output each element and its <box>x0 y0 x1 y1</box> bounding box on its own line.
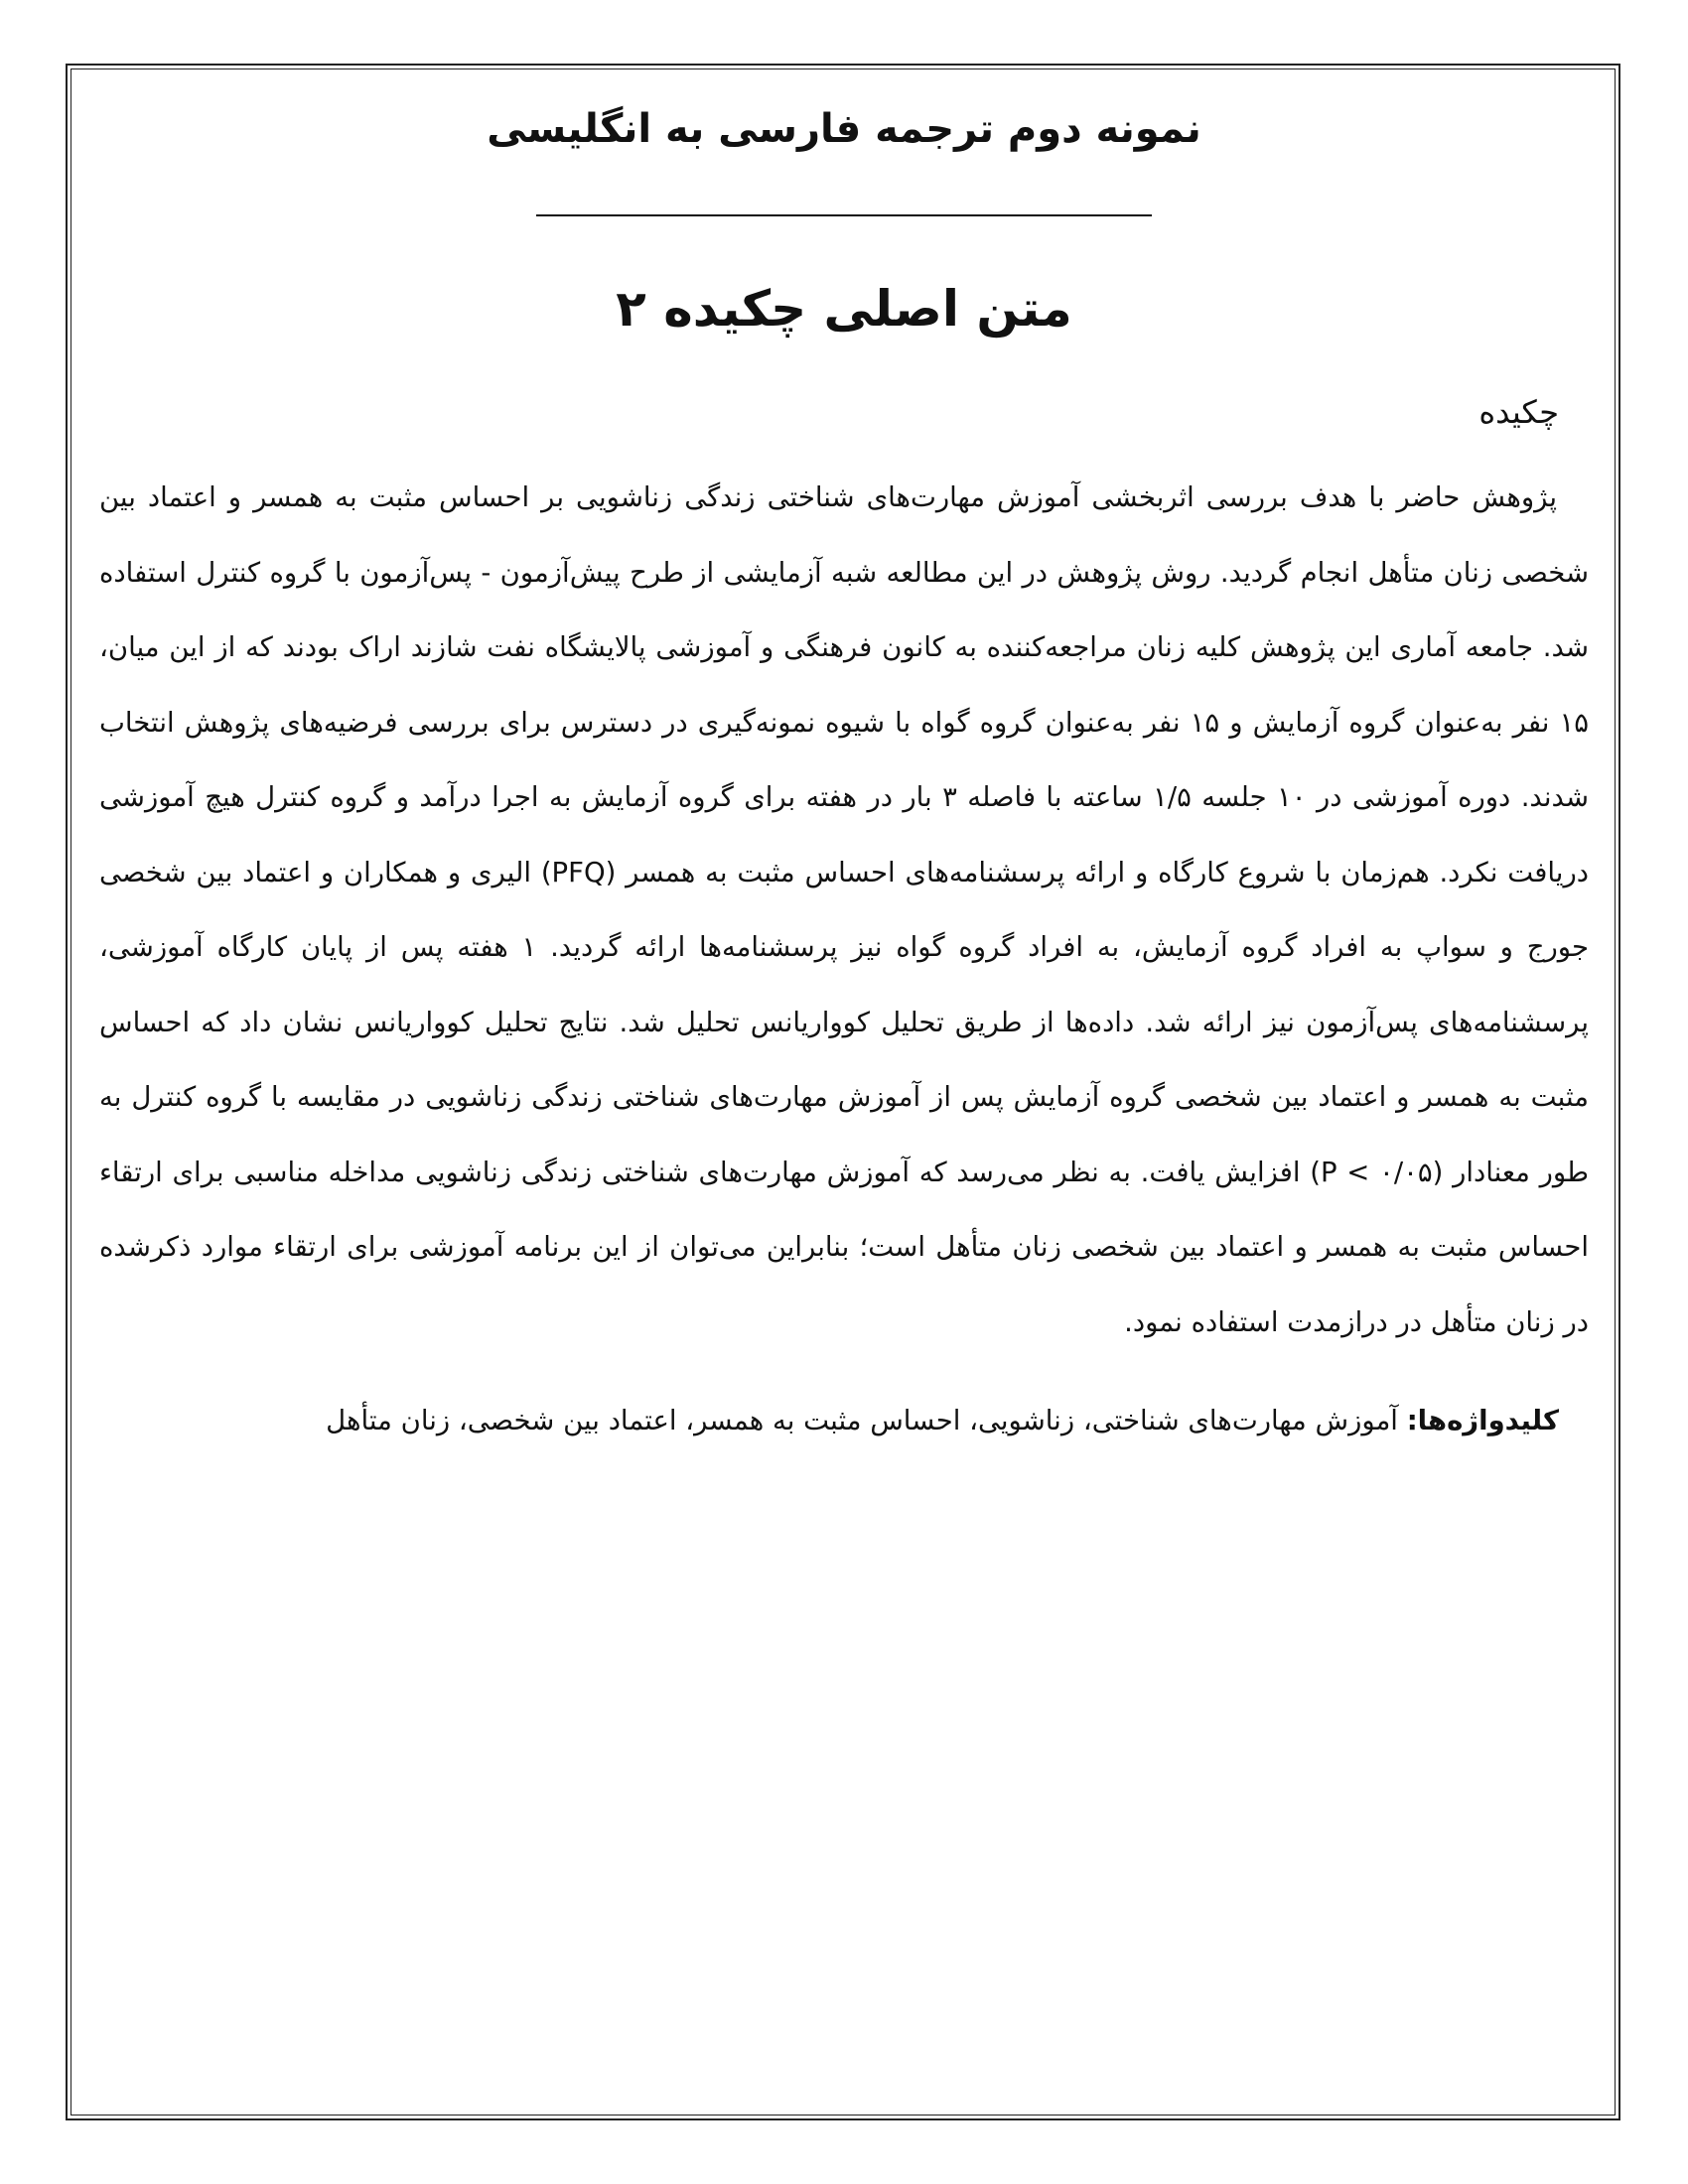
keywords-text: آموزش مهارت‌های شناختی، زناشویی، احساس مثبت به همسر، اعتماد بین شخصی، زنان متأهل <box>326 1405 1407 1436</box>
abstract-paragraph: پژوهش حاضر با هدف بررسی اثربخشی آموزش مهارت‌های شناختی زندگی زناشویی بر احساس مثبت به همسر و اعتماد بین شخصی زنان متأهل انجام گردید. روش پژوهش در این مطالعه شبه آزمایشی از طرح پیش‌آزمون - پس‌آزمون با گروه کنترل استفاده شد. جامعه آماری این پژوهش کلیه زنان مراجعه‌کننده به کانون فرهنگی و آموزشی پالایشگاه نفت شازند اراک بودند که از این میان، ۱۵ نفر به‌عنوان گروه آزمایش و ۱۵ نفر به‌عنوان گروه گواه با شیوه نمونه‌گیری در دسترس برای بررسی فرضیه‌های پژوهش انتخاب شدند. دوره آموزشی در ۱۰ جلسه ۱/۵ ساعته با فاصله ۳ بار در هفته برای گروه آزمایش به اجرا درآمد و گروه کنترل هیچ آموزشی دریافت نکرد. هم‌زمان با شروع کارگاه و ارائه پرسشنامه‌های احساس مثبت به همسر (PFQ) الیری و همکاران و اعتماد بین شخصی جورج و سواپ به افراد گروه آزمایش، به افراد گروه گواه نیز پرسشنامه‌ها ارائه گردید. ۱ هفته پس از پایان کارگاه آموزشی، پرسشنامه‌های پس‌آزمون نیز ارائه شد. داده‌ها از طریق تحلیل کوواریانس تحلیل شد. نتایج تحلیل کوواریانس نشان داد که احساس مثبت به همسر و اعتماد بین شخصی گروه آزمایش پس از آموزش مهارت‌های شناختی زندگی زناشویی در مقایسه با گروه کنترل به طور معنادار (P < ۰/۰۵) افزایش یافت. به نظر می‌رسد که آموزش مهارت‌های شناختی زندگی زناشویی مداخله مناسبی برای ارتقاء احساس مثبت به همسر و اعتماد بین شخصی زنان متأهل است؛ بنابراین می‌توان از این برنامه آموزشی برای ارتقاء موارد ذکرشده در زنان متأهل در درازمدت استفاده نمود. <box>99 481 1590 1338</box>
title-divider <box>536 214 1152 216</box>
section-title: متن اصلی چکیده ۲ <box>616 280 1072 338</box>
keywords-line <box>99 1396 1559 1445</box>
document-title: نمونه دوم ترجمه فارسی به انگلیسی <box>487 106 1201 152</box>
keywords-label: کلیدواژه‌ها: <box>1406 1405 1559 1436</box>
document-content <box>99 99 1589 1445</box>
abstract-heading: چکیده <box>1478 393 1559 431</box>
